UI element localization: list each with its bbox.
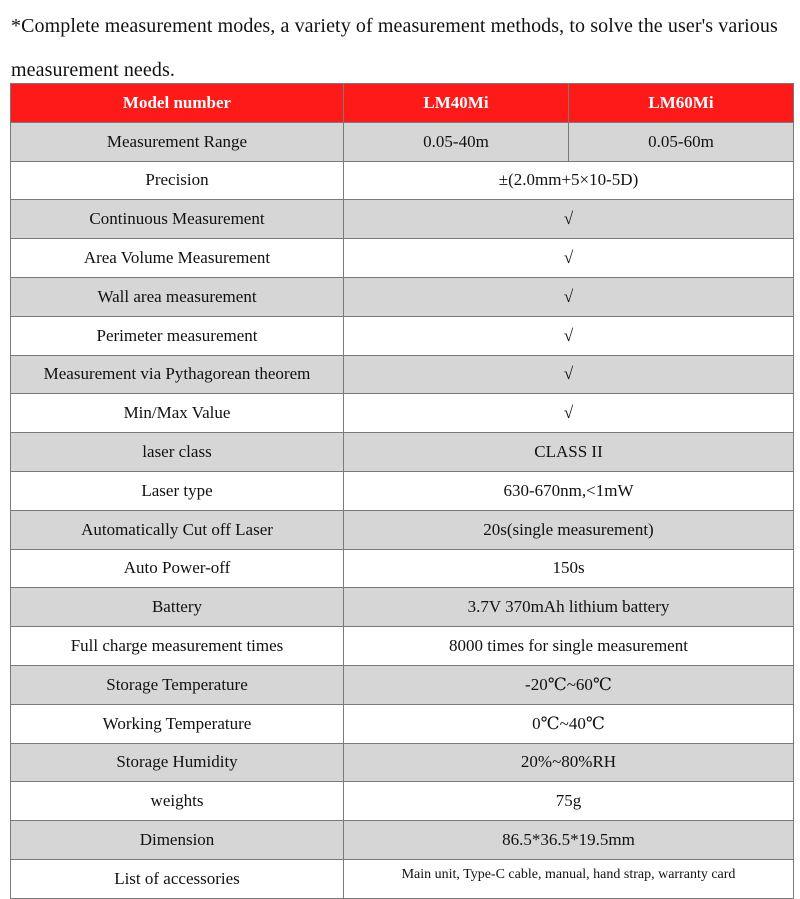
row-label: Dimension <box>11 821 344 860</box>
header-model-b: LM60Mi <box>569 84 794 123</box>
table-row <box>11 239 794 278</box>
row-value: 86.5*36.5*19.5mm <box>344 821 794 860</box>
table-row <box>11 394 794 433</box>
row-value: √ <box>344 277 794 316</box>
row-label: Auto Power-off <box>11 549 344 588</box>
row-label: laser class <box>11 433 344 472</box>
table-row <box>11 859 794 898</box>
header-model-number: Model number <box>11 84 344 123</box>
row-value-b: 0.05-60m <box>569 122 794 161</box>
row-label: Continuous Measurement <box>11 200 344 239</box>
row-value: 20%~80%RH <box>344 743 794 782</box>
table-row <box>11 316 794 355</box>
row-label: List of accessories <box>11 859 344 898</box>
table-row <box>11 122 794 161</box>
row-label: Storage Temperature <box>11 665 344 704</box>
table-row <box>11 277 794 316</box>
row-value: √ <box>344 239 794 278</box>
row-label: Automatically Cut off Laser <box>11 510 344 549</box>
row-value: 150s <box>344 549 794 588</box>
row-value: 75g <box>344 782 794 821</box>
row-value: 630-670nm,<1mW <box>344 471 794 510</box>
row-value: 3.7V 370mAh lithium battery <box>344 588 794 627</box>
row-label: Storage Humidity <box>11 743 344 782</box>
row-value: √ <box>344 200 794 239</box>
row-label: Area Volume Measurement <box>11 239 344 278</box>
table-row <box>11 821 794 860</box>
row-value: -20℃~60℃ <box>344 665 794 704</box>
table-row <box>11 665 794 704</box>
table-row <box>11 433 794 472</box>
row-value: 8000 times for single measurement <box>344 627 794 666</box>
table-row <box>11 161 794 200</box>
row-value: 0℃~40℃ <box>344 704 794 743</box>
row-value-a: 0.05-40m <box>344 122 569 161</box>
row-label: Laser type <box>11 471 344 510</box>
table-row <box>11 588 794 627</box>
row-value: √ <box>344 355 794 394</box>
row-label: Wall area measurement <box>11 277 344 316</box>
row-label: Measurement via Pythagorean theorem <box>11 355 344 394</box>
table-header-row <box>11 84 794 123</box>
row-value: CLASS II <box>344 433 794 472</box>
table-row <box>11 782 794 821</box>
row-value: 20s(single measurement) <box>344 510 794 549</box>
table-row <box>11 549 794 588</box>
row-label: Precision <box>11 161 344 200</box>
table-row <box>11 200 794 239</box>
row-label: Min/Max Value <box>11 394 344 433</box>
row-label: Perimeter measurement <box>11 316 344 355</box>
header-model-a: LM40Mi <box>344 84 569 123</box>
row-label: Working Temperature <box>11 704 344 743</box>
intro-text: *Complete measurement modes, a variety of measurement methods, to solve the user's various measurement needs. <box>11 15 778 81</box>
table-row <box>11 471 794 510</box>
spec-table <box>10 83 794 899</box>
row-label: Battery <box>11 588 344 627</box>
table-row <box>11 627 794 666</box>
row-value: √ <box>344 394 794 433</box>
table-row <box>11 743 794 782</box>
row-label: weights <box>11 782 344 821</box>
table-row <box>11 510 794 549</box>
row-label: Full charge measurement times <box>11 627 344 666</box>
row-value: ±(2.0mm+5×10-5D) <box>344 161 794 200</box>
table-row <box>11 355 794 394</box>
row-value: √ <box>344 316 794 355</box>
table-row <box>11 704 794 743</box>
row-label: Measurement Range <box>11 122 344 161</box>
row-value: Main unit, Type-C cable, manual, hand strap, warranty card <box>344 859 794 898</box>
